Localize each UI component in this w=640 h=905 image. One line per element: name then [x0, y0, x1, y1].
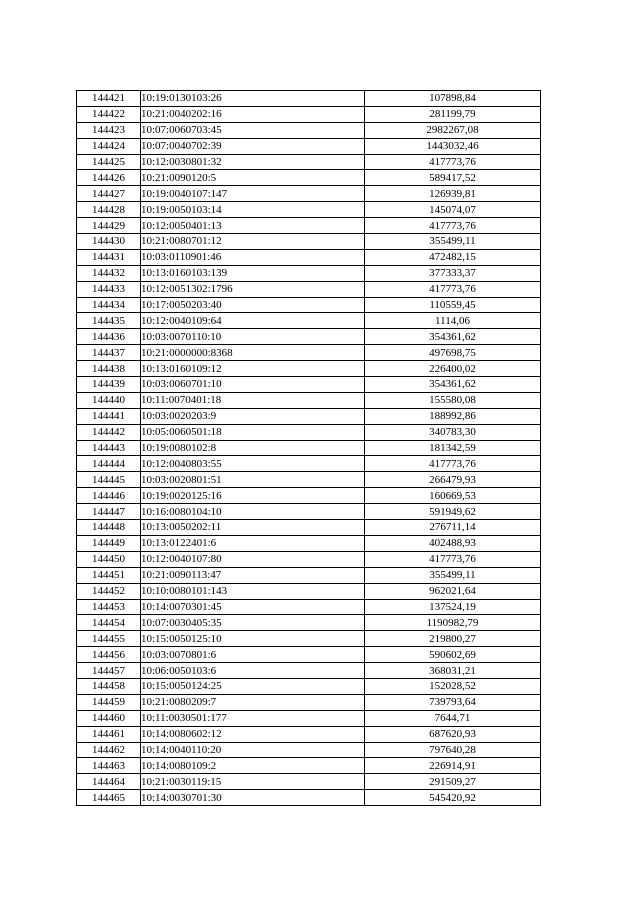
cadastral-value-cell: 1114,06 — [365, 313, 541, 329]
table-row — [77, 91, 541, 107]
cadastral-value-cell: 340783,30 — [365, 424, 541, 440]
table-row — [77, 202, 541, 218]
cadastral-value-cell: 417773,76 — [365, 551, 541, 567]
cadastral-number-cell: 10:19:0020125:16 — [141, 488, 365, 504]
row-number-cell: 144464 — [77, 774, 141, 790]
cadastral-value-cell: 145074,07 — [365, 202, 541, 218]
cadastral-value-cell: 354361,62 — [365, 329, 541, 345]
cadastral-value-cell: 226914,91 — [365, 758, 541, 774]
row-number-cell: 144425 — [77, 154, 141, 170]
cadastral-value-cell: 417773,76 — [365, 281, 541, 297]
table-row — [77, 504, 541, 520]
table-row — [77, 281, 541, 297]
row-number-cell: 144462 — [77, 742, 141, 758]
table-row — [77, 663, 541, 679]
cadastral-number-cell: 10:11:0030501:177 — [141, 710, 365, 726]
cadastral-number-cell: 10:07:0030405:35 — [141, 615, 365, 631]
table-row — [77, 218, 541, 234]
row-number-cell: 144433 — [77, 281, 141, 297]
cadastral-value-cell: 1443032,46 — [365, 138, 541, 154]
row-number-cell: 144436 — [77, 329, 141, 345]
cadastral-value-cell: 1190982,79 — [365, 615, 541, 631]
cadastral-number-cell: 10:12:0040107:80 — [141, 551, 365, 567]
table-row — [77, 106, 541, 122]
cadastral-number-cell: 10:12:0040803:55 — [141, 456, 365, 472]
cadastral-value-table — [76, 90, 541, 806]
cadastral-value-cell: 368031,21 — [365, 663, 541, 679]
cadastral-number-cell: 10:21:0030119:15 — [141, 774, 365, 790]
table-row — [77, 424, 541, 440]
row-number-cell: 144441 — [77, 408, 141, 424]
row-number-cell: 144445 — [77, 472, 141, 488]
cadastral-value-cell: 226400,02 — [365, 361, 541, 377]
row-number-cell: 144454 — [77, 615, 141, 631]
row-number-cell: 144424 — [77, 138, 141, 154]
cadastral-value-cell: 962021,64 — [365, 583, 541, 599]
table-row — [77, 599, 541, 615]
table-row — [77, 249, 541, 265]
row-number-cell: 144463 — [77, 758, 141, 774]
row-number-cell: 144450 — [77, 551, 141, 567]
cadastral-number-cell: 10:05:0060501:18 — [141, 424, 365, 440]
cadastral-value-cell: 417773,76 — [365, 456, 541, 472]
cadastral-number-cell: 10:07:0060703:45 — [141, 122, 365, 138]
cadastral-value-cell: 472482,15 — [365, 249, 541, 265]
cadastral-number-cell: 10:17:0050203:40 — [141, 297, 365, 313]
table-row — [77, 583, 541, 599]
table-row — [77, 488, 541, 504]
cadastral-number-cell: 10:21:0080209:7 — [141, 694, 365, 710]
cadastral-value-cell: 107898,84 — [365, 91, 541, 107]
row-number-cell: 144460 — [77, 710, 141, 726]
cadastral-value-cell: 291509,27 — [365, 774, 541, 790]
table-row — [77, 345, 541, 361]
cadastral-number-cell: 10:03:0070801:6 — [141, 647, 365, 663]
cadastral-value-cell: 590602,69 — [365, 647, 541, 663]
row-number-cell: 144426 — [77, 170, 141, 186]
cadastral-value-cell: 281199,79 — [365, 106, 541, 122]
row-number-cell: 144431 — [77, 249, 141, 265]
table-row — [77, 694, 541, 710]
row-number-cell: 144422 — [77, 106, 141, 122]
table-row — [77, 790, 541, 806]
cadastral-number-cell: 10:12:0051302:1796 — [141, 281, 365, 297]
cadastral-value-cell: 137524,19 — [365, 599, 541, 615]
row-number-cell: 144452 — [77, 583, 141, 599]
cadastral-number-cell: 10:03:0070110:10 — [141, 329, 365, 345]
table-row — [77, 122, 541, 138]
row-number-cell: 144456 — [77, 647, 141, 663]
cadastral-value-cell: 126939,81 — [365, 186, 541, 202]
table-row — [77, 186, 541, 202]
table-row — [77, 520, 541, 536]
row-number-cell: 144439 — [77, 377, 141, 393]
table-row — [77, 297, 541, 313]
cadastral-number-cell: 10:13:0122401:6 — [141, 535, 365, 551]
table-row — [77, 234, 541, 250]
cadastral-value-cell: 739793,64 — [365, 694, 541, 710]
cadastral-value-cell: 589417,52 — [365, 170, 541, 186]
cadastral-value-cell: 797640,28 — [365, 742, 541, 758]
cadastral-number-cell: 10:03:0020801:51 — [141, 472, 365, 488]
cadastral-number-cell: 10:07:0040702:39 — [141, 138, 365, 154]
cadastral-value-cell: 497698,75 — [365, 345, 541, 361]
cadastral-value-cell: 377333,37 — [365, 265, 541, 281]
cadastral-value-cell: 7644,71 — [365, 710, 541, 726]
cadastral-number-cell: 10:14:0080602:12 — [141, 726, 365, 742]
cadastral-value-cell: 2982267,08 — [365, 122, 541, 138]
row-number-cell: 144428 — [77, 202, 141, 218]
row-number-cell: 144465 — [77, 790, 141, 806]
cadastral-number-cell: 10:19:0080102:8 — [141, 440, 365, 456]
table-row — [77, 726, 541, 742]
cadastral-number-cell: 10:03:0020203:9 — [141, 408, 365, 424]
row-number-cell: 144442 — [77, 424, 141, 440]
table-row — [77, 742, 541, 758]
cadastral-number-cell: 10:14:0070301:45 — [141, 599, 365, 615]
row-number-cell: 144443 — [77, 440, 141, 456]
cadastral-value-cell: 219800,27 — [365, 631, 541, 647]
cadastral-number-cell: 10:12:0050401:13 — [141, 218, 365, 234]
cadastral-number-cell: 10:10:0080101:143 — [141, 583, 365, 599]
cadastral-number-cell: 10:21:0090113:47 — [141, 567, 365, 583]
row-number-cell: 144430 — [77, 234, 141, 250]
row-number-cell: 144457 — [77, 663, 141, 679]
table-row — [77, 631, 541, 647]
row-number-cell: 144432 — [77, 265, 141, 281]
row-number-cell: 144448 — [77, 520, 141, 536]
row-number-cell: 144447 — [77, 504, 141, 520]
cadastral-number-cell: 10:14:0080109:2 — [141, 758, 365, 774]
cadastral-value-cell: 181342,59 — [365, 440, 541, 456]
cadastral-number-cell: 10:13:0160109:12 — [141, 361, 365, 377]
table-row — [77, 710, 541, 726]
row-number-cell: 144423 — [77, 122, 141, 138]
cadastral-value-cell: 417773,76 — [365, 154, 541, 170]
row-number-cell: 144453 — [77, 599, 141, 615]
cadastral-number-cell: 10:11:0070401:18 — [141, 392, 365, 408]
cadastral-number-cell: 10:21:0040202:16 — [141, 106, 365, 122]
row-number-cell: 144440 — [77, 392, 141, 408]
table-row — [77, 535, 541, 551]
row-number-cell: 144455 — [77, 631, 141, 647]
row-number-cell: 144435 — [77, 313, 141, 329]
cadastral-value-cell: 354361,62 — [365, 377, 541, 393]
table-row — [77, 377, 541, 393]
cadastral-number-cell: 10:19:0130103:26 — [141, 91, 365, 107]
cadastral-number-cell: 10:15:0050124:25 — [141, 678, 365, 694]
table-row — [77, 154, 541, 170]
table-row — [77, 265, 541, 281]
table-row — [77, 647, 541, 663]
cadastral-number-cell: 10:12:0040109:64 — [141, 313, 365, 329]
cadastral-value-cell: 687620,93 — [365, 726, 541, 742]
row-number-cell: 144434 — [77, 297, 141, 313]
cadastral-value-cell: 155580,08 — [365, 392, 541, 408]
cadastral-number-cell: 10:13:0050202:11 — [141, 520, 365, 536]
row-number-cell: 144446 — [77, 488, 141, 504]
cadastral-number-cell: 10:14:0040110:20 — [141, 742, 365, 758]
cadastral-value-cell: 152028,52 — [365, 678, 541, 694]
table-row — [77, 138, 541, 154]
table-row — [77, 440, 541, 456]
row-number-cell: 144459 — [77, 694, 141, 710]
table-row — [77, 758, 541, 774]
row-number-cell: 144421 — [77, 91, 141, 107]
row-number-cell: 144437 — [77, 345, 141, 361]
cadastral-value-cell: 417773,76 — [365, 218, 541, 234]
cadastral-number-cell: 10:03:0110901:46 — [141, 249, 365, 265]
table-row — [77, 615, 541, 631]
cadastral-number-cell: 10:13:0160103:139 — [141, 265, 365, 281]
row-number-cell: 144451 — [77, 567, 141, 583]
cadastral-number-cell: 10:16:0080104:10 — [141, 504, 365, 520]
cadastral-value-cell: 545420,92 — [365, 790, 541, 806]
cadastral-number-cell: 10:03:0060701:10 — [141, 377, 365, 393]
table-row — [77, 678, 541, 694]
table-row — [77, 408, 541, 424]
row-number-cell: 144427 — [77, 186, 141, 202]
cadastral-value-cell: 160669,53 — [365, 488, 541, 504]
cadastral-value-cell: 355499,11 — [365, 567, 541, 583]
cadastral-value-cell: 188992,86 — [365, 408, 541, 424]
table-row — [77, 456, 541, 472]
cadastral-value-cell: 591949,62 — [365, 504, 541, 520]
cadastral-number-cell: 10:12:0030801:32 — [141, 154, 365, 170]
row-number-cell: 144449 — [77, 535, 141, 551]
cadastral-number-cell: 10:21:0090120:5 — [141, 170, 365, 186]
table-row — [77, 551, 541, 567]
cadastral-value-cell: 402488,93 — [365, 535, 541, 551]
cadastral-number-cell: 10:14:0030701:30 — [141, 790, 365, 806]
cadastral-value-cell: 355499,11 — [365, 234, 541, 250]
row-number-cell: 144458 — [77, 678, 141, 694]
table-row — [77, 329, 541, 345]
row-number-cell: 144461 — [77, 726, 141, 742]
table-row — [77, 774, 541, 790]
cadastral-number-cell: 10:21:0080701:12 — [141, 234, 365, 250]
row-number-cell: 144429 — [77, 218, 141, 234]
cadastral-number-cell: 10:21:0000000:8368 — [141, 345, 365, 361]
table-row — [77, 392, 541, 408]
cadastral-number-cell: 10:15:0050125:10 — [141, 631, 365, 647]
document-page — [76, 90, 541, 806]
table-row — [77, 170, 541, 186]
table-row — [77, 567, 541, 583]
table-row — [77, 361, 541, 377]
table-body — [77, 91, 541, 806]
cadastral-value-cell: 110559,45 — [365, 297, 541, 313]
cadastral-value-cell: 266479,93 — [365, 472, 541, 488]
table-row — [77, 472, 541, 488]
cadastral-number-cell: 10:06:0050103:6 — [141, 663, 365, 679]
cadastral-number-cell: 10:19:0040107:147 — [141, 186, 365, 202]
table-row — [77, 313, 541, 329]
cadastral-value-cell: 276711,14 — [365, 520, 541, 536]
row-number-cell: 144438 — [77, 361, 141, 377]
cadastral-number-cell: 10:19:0050103:14 — [141, 202, 365, 218]
row-number-cell: 144444 — [77, 456, 141, 472]
